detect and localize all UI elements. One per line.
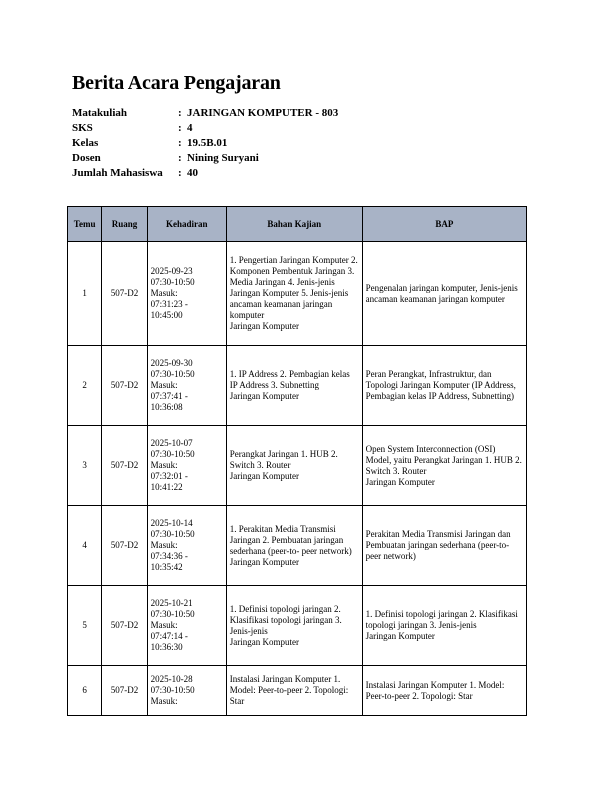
cell-bahan-kajian: Instalasi Jaringan Komputer 1. Model: Peer-to-peer 2. Topologi: Star: [226, 666, 362, 716]
meta-row: [72, 136, 338, 151]
meta-separator: :: [178, 152, 182, 164]
meta-label: Jumlah Mahasiswa: [72, 167, 163, 179]
cell-ruang: 507-D2: [102, 666, 147, 716]
cell-ruang: 507-D2: [102, 242, 147, 346]
cell-kehadiran: 2025-09-23 07:30-10:50 Masuk: 07:31:23 - 10:45:00: [147, 242, 226, 346]
cell-bap: Pengenalan jaringan komputer, Jenis-jenis ancaman keamanan jaringan komputer: [362, 242, 526, 346]
cell-ruang: 507-D2: [102, 506, 147, 586]
meta-value: 19.5B.01: [187, 137, 228, 149]
table-row: [68, 346, 527, 426]
cell-bap: Perakitan Media Transmisi Jaringan dan Pembuatan jaringan sederhana (peer-to-peer network): [362, 506, 526, 586]
cell-kehadiran: 2025-10-21 07:30-10:50 Masuk: 07:47:14 - 10:36:30: [147, 586, 226, 666]
meta-row: [72, 121, 338, 136]
table-row: [68, 426, 527, 506]
header-kehadiran: Kehadiran: [147, 207, 226, 242]
cell-kehadiran: 2025-09-30 07:30-10:50 Masuk: 07:37:41 - 10:36:08: [147, 346, 226, 426]
header-bahan-kajian: Bahan Kajian: [226, 207, 362, 242]
cell-bap: 1. Definisi topologi jaringan 2. Klasifikasi topologi jaringan 3. Jenis-jenis Jaringan Komputer: [362, 586, 526, 666]
cell-bahan-kajian: 1. Definisi topologi jaringan 2. Klasifikasi topologi jaringan 3. Jenis-jenis Jaringan Komputer: [226, 586, 362, 666]
cell-bap: Instalasi Jaringan Komputer 1. Model: Peer-to-peer 2. Topologi: Star: [362, 666, 526, 716]
page-title: Berita Acara Pengajaran: [72, 72, 281, 94]
meta-label: SKS: [72, 122, 93, 134]
cell-temu: 1: [68, 242, 102, 346]
meta-label: Kelas: [72, 137, 99, 149]
cell-bap: Open System Interconnection (OSI) Model, yaitu Perangkat Jaringan 1. HUB 2. Switch 3. Router Jaringan Komputer: [362, 426, 526, 506]
cell-ruang: 507-D2: [102, 346, 147, 426]
meta-row: [72, 106, 338, 121]
table-row: [68, 242, 527, 346]
meta-separator: :: [178, 137, 182, 149]
meta-separator: :: [178, 107, 182, 119]
meta-row: [72, 151, 338, 166]
table-header-row: [68, 207, 527, 242]
meta-value: 40: [187, 167, 198, 179]
header-ruang: Ruang: [102, 207, 147, 242]
meta-value: Nining Suryani: [187, 152, 259, 164]
course-info: [72, 106, 338, 181]
meta-row: [72, 166, 338, 181]
header-bap: BAP: [362, 207, 526, 242]
cell-kehadiran: 2025-10-28 07:30-10:50 Masuk:: [147, 666, 226, 716]
cell-bahan-kajian: 1. Pengertian Jaringan Komputer 2. Komponen Pembentuk Jaringan 3. Media Jaringan 4. Jenis-jenis Jaringan Komputer 5. Jenis-jenis ancaman keamanan jaringan komputer Jaringan Komputer: [226, 242, 362, 346]
cell-kehadiran: 2025-10-14 07:30-10:50 Masuk: 07:34:36 - 10:35:42: [147, 506, 226, 586]
cell-kehadiran: 2025-10-07 07:30-10:50 Masuk: 07:32:01 - 10:41:22: [147, 426, 226, 506]
teaching-record-table: [67, 206, 527, 716]
cell-temu: 5: [68, 586, 102, 666]
cell-bap: Peran Perangkat, Infrastruktur, dan Topologi Jaringan Komputer (IP Address, Pembagian kelas IP Address, Subnetting): [362, 346, 526, 426]
cell-temu: 4: [68, 506, 102, 586]
cell-ruang: 507-D2: [102, 426, 147, 506]
meta-separator: :: [178, 122, 182, 134]
meta-separator: :: [178, 167, 182, 179]
header-temu: Temu: [68, 207, 102, 242]
cell-temu: 6: [68, 666, 102, 716]
cell-bahan-kajian: 1. IP Address 2. Pembagian kelas IP Address 3. Subnetting Jaringan Komputer: [226, 346, 362, 426]
meta-value: JARINGAN KOMPUTER - 803: [187, 107, 339, 119]
cell-temu: 3: [68, 426, 102, 506]
meta-value: 4: [187, 122, 193, 134]
cell-temu: 2: [68, 346, 102, 426]
table-row: [68, 506, 527, 586]
table-row: [68, 666, 527, 716]
cell-ruang: 507-D2: [102, 586, 147, 666]
cell-bahan-kajian: Perangkat Jaringan 1. HUB 2. Switch 3. Router Jaringan Komputer: [226, 426, 362, 506]
cell-bahan-kajian: 1. Perakitan Media Transmisi Jaringan 2. Pembuatan jaringan sederhana (peer-to- peer network) Jaringan Komputer: [226, 506, 362, 586]
meta-label: Dosen: [72, 152, 101, 164]
meta-label: Matakuliah: [72, 107, 128, 119]
table-row: [68, 586, 527, 666]
